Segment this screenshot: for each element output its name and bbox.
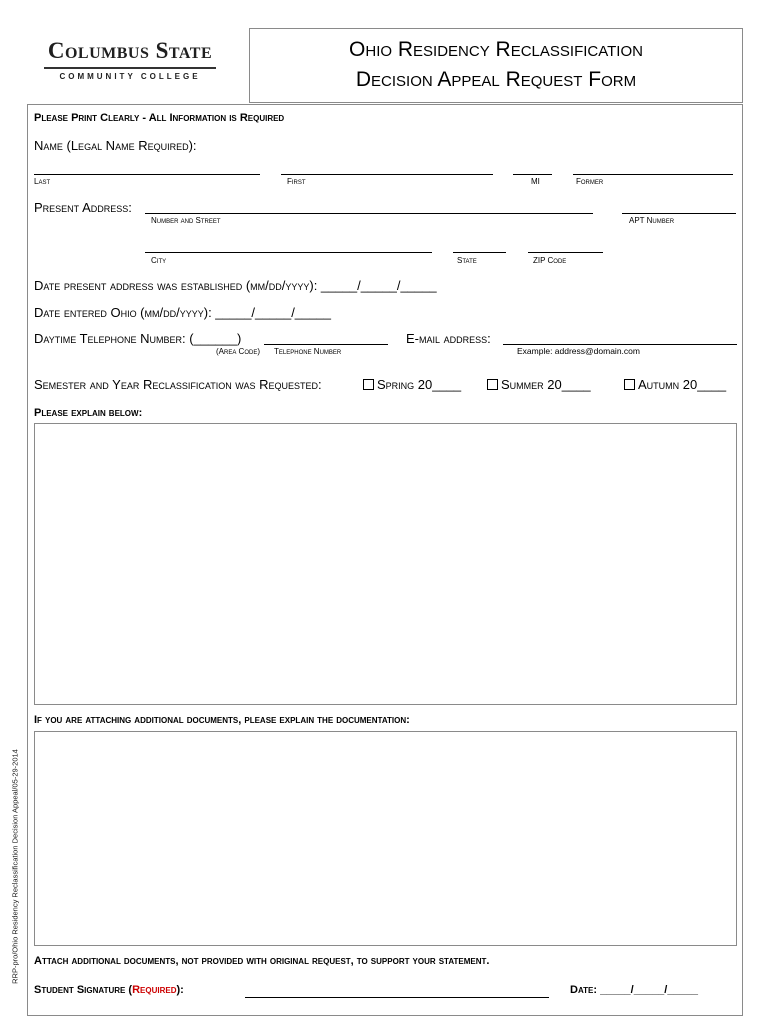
autumn-option[interactable] [624,377,726,392]
apt-caption: APT Number [629,216,675,225]
phone-field[interactable] [264,344,388,345]
title-box [249,28,743,103]
email-field[interactable] [503,344,737,345]
phone-label: Daytime Telephone Number: (______) [34,331,242,346]
area-code-caption: (Area Code) [216,347,261,356]
date-entered-field[interactable]: Date entered Ohio (mm/dd/yyyy): _____/_____/_____ [34,305,331,320]
state-field[interactable] [453,252,506,253]
street-field[interactable] [145,213,593,214]
mi-field[interactable] [513,174,552,175]
zip-caption: ZIP Code [533,256,567,265]
explain-textarea[interactable] [34,423,737,705]
attach-textarea[interactable] [34,731,737,946]
zip-field[interactable] [528,252,603,253]
telephone-caption: Telephone Number [274,347,342,356]
attach-note: Attach additional documents, not provided with original request, to support your statement. [34,955,490,967]
email-label: E-mail address: [406,331,491,346]
instructions: Please Print Clearly - All Information is Required [34,112,285,124]
signature-field[interactable] [245,997,549,998]
date-established-field[interactable]: Date present address was established (mm/dd/yyyy): _____/_____/_____ [34,278,437,293]
autumn-checkbox[interactable] [624,379,635,390]
form-title-line2: Decision Appeal Request Form [355,68,637,91]
autumn-label: Autumn 20____ [638,377,727,392]
logo-sub-text: COMMUNITY COLLEGE [59,72,201,81]
apt-field[interactable] [622,213,736,214]
summer-checkbox[interactable] [487,379,498,390]
signature-date-field[interactable]: Date: _____/_____/_____ [570,984,698,996]
college-logo [44,38,216,81]
summer-label: Summer 20____ [501,377,591,392]
form-title-line1: Ohio Residency Reclassification [349,38,643,61]
street-caption: Number and Street [151,216,221,225]
signature-label [34,984,184,996]
address-label: Present Address: [34,200,132,215]
form-title [250,29,742,95]
former-caption: Former [576,177,604,186]
email-example: Example: address@domain.com [517,346,640,356]
former-name-field[interactable] [573,174,733,175]
first-caption: First [287,177,306,186]
first-name-field[interactable] [281,174,493,175]
logo-rule [44,67,216,69]
last-name-field[interactable] [34,174,260,175]
spring-checkbox[interactable] [363,379,374,390]
signature-label-post: ): [176,984,184,996]
semester-label: Semester and Year Reclassification was Requested: [34,377,322,392]
explain-label: Please explain below: [34,407,143,419]
logo-main-text: Columbus State [47,38,213,63]
signature-label-pre: Student Signature ( [34,984,133,996]
spring-label: Spring 20____ [377,377,462,392]
summer-option[interactable] [487,377,591,392]
name-label: Name (Legal Name Required): [34,138,197,153]
spring-option[interactable] [363,377,461,392]
attach-label: If you are attaching additional documents, please explain the documentation: [34,714,410,726]
city-caption: City [151,256,167,265]
signature-required: Required [132,984,177,996]
state-caption: State [457,256,477,265]
form-revision-id: RRP-pro/Ohio Residency Reclassification Decision Appeal/05-29-2014 [10,749,20,984]
city-field[interactable] [145,252,432,253]
mi-caption: MI [531,177,540,186]
last-caption: Last [34,177,51,186]
